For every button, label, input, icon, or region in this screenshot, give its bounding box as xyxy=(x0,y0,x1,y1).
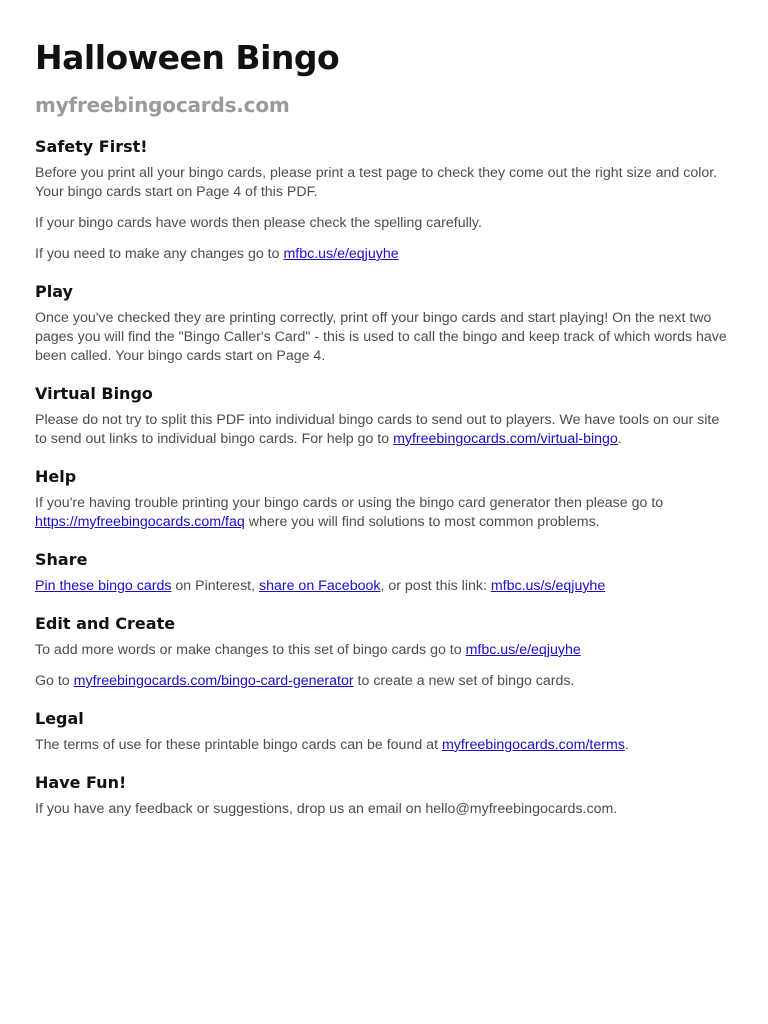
legal-text: The terms of use for these printable bingo cards can be found at xyxy=(35,737,442,753)
section-heading-legal: Legal xyxy=(35,709,84,728)
play-paragraph: Once you've checked they are printing correctly, print off your bingo cards and start playing! On the next two pages you will find the "Bingo Caller's Card" - this is used to call the bingo and keep track of which words have been called. Your bingo cards start on Page 4. xyxy=(35,310,727,364)
section-play xyxy=(35,281,735,366)
section-legal xyxy=(35,708,735,755)
help-text: If you're having trouble printing your bingo cards or using the bingo card generator then please go to xyxy=(35,495,664,511)
facebook-share-link[interactable]: share on Facebook xyxy=(259,578,381,594)
document-page xyxy=(35,36,735,819)
page-title: Halloween Bingo xyxy=(35,38,340,77)
section-heading-share: Share xyxy=(35,550,88,569)
safety-paragraph-changes xyxy=(35,245,735,264)
share-text-pinterest: on Pinterest, xyxy=(171,578,259,594)
section-heading-safety-first: Safety First! xyxy=(35,137,148,156)
section-heading-virtual-bingo: Virtual Bingo xyxy=(35,384,153,403)
section-heading-have-fun: Have Fun! xyxy=(35,773,127,792)
section-help xyxy=(35,466,735,532)
share-text-post: , or post this link: xyxy=(380,578,491,594)
virtual-bingo-link[interactable]: myfreebingocards.com/virtual-bingo xyxy=(393,431,618,447)
terms-link[interactable]: myfreebingocards.com/terms xyxy=(441,737,625,753)
help-text-suffix: where you will find solutions to most common problems. xyxy=(244,514,600,530)
legal-paragraph xyxy=(35,736,735,755)
generator-text-prefix: Go to xyxy=(35,673,74,689)
edit-text: To add more words or make changes to this set of bingo cards go to xyxy=(35,642,466,658)
generator-text-suffix: to create a new set of bingo cards. xyxy=(353,673,575,689)
edit-paragraph-generator xyxy=(35,672,735,691)
edit-paragraph-add-words xyxy=(35,641,735,660)
legal-period: . xyxy=(624,737,629,753)
share-short-link[interactable]: mfbc.us/s/eqjuyhe xyxy=(490,578,606,594)
feedback-paragraph: If you have any feedback or suggestions, drop us an email on hello@myfreebingocards.com. xyxy=(35,801,618,817)
virtual-bingo-period: . xyxy=(617,431,622,447)
section-share xyxy=(35,549,735,596)
virtual-bingo-text: Please do not try to split this PDF into individual bingo cards to send out to players. We have tools on our site to send out links to individual bingo cards. For help go to xyxy=(35,412,720,447)
safety-changes-text: If you need to make any changes go to xyxy=(35,246,284,262)
edit-link[interactable]: mfbc.us/e/eqjuyhe xyxy=(465,642,581,658)
section-heading-edit-and-create: Edit and Create xyxy=(35,614,176,633)
safety-paragraph-test-page: Before you print all your bingo cards, please print a test page to check they come out the right size and color. Your bingo cards start on Page 4 of this PDF. xyxy=(35,165,718,200)
virtual-bingo-paragraph xyxy=(35,411,735,449)
help-paragraph xyxy=(35,494,735,532)
section-virtual-bingo xyxy=(35,383,735,449)
pinterest-link[interactable]: Pin these bingo cards xyxy=(35,578,172,594)
safety-paragraph-spelling: If your bingo cards have words then please check the spelling carefully. xyxy=(35,215,482,231)
section-heading-play: Play xyxy=(35,282,73,301)
section-edit-and-create xyxy=(35,613,735,691)
share-paragraph xyxy=(35,577,735,596)
edit-link-safety[interactable]: mfbc.us/e/eqjuyhe xyxy=(283,246,399,262)
section-have-fun xyxy=(35,772,735,819)
section-heading-help: Help xyxy=(35,467,77,486)
faq-link[interactable]: https://myfreebingocards.com/faq xyxy=(35,514,245,530)
site-subtitle: myfreebingocards.com xyxy=(35,93,290,117)
section-safety-first xyxy=(35,136,735,264)
bingo-card-generator-link[interactable]: myfreebingocards.com/bingo-card-generator xyxy=(73,673,354,689)
